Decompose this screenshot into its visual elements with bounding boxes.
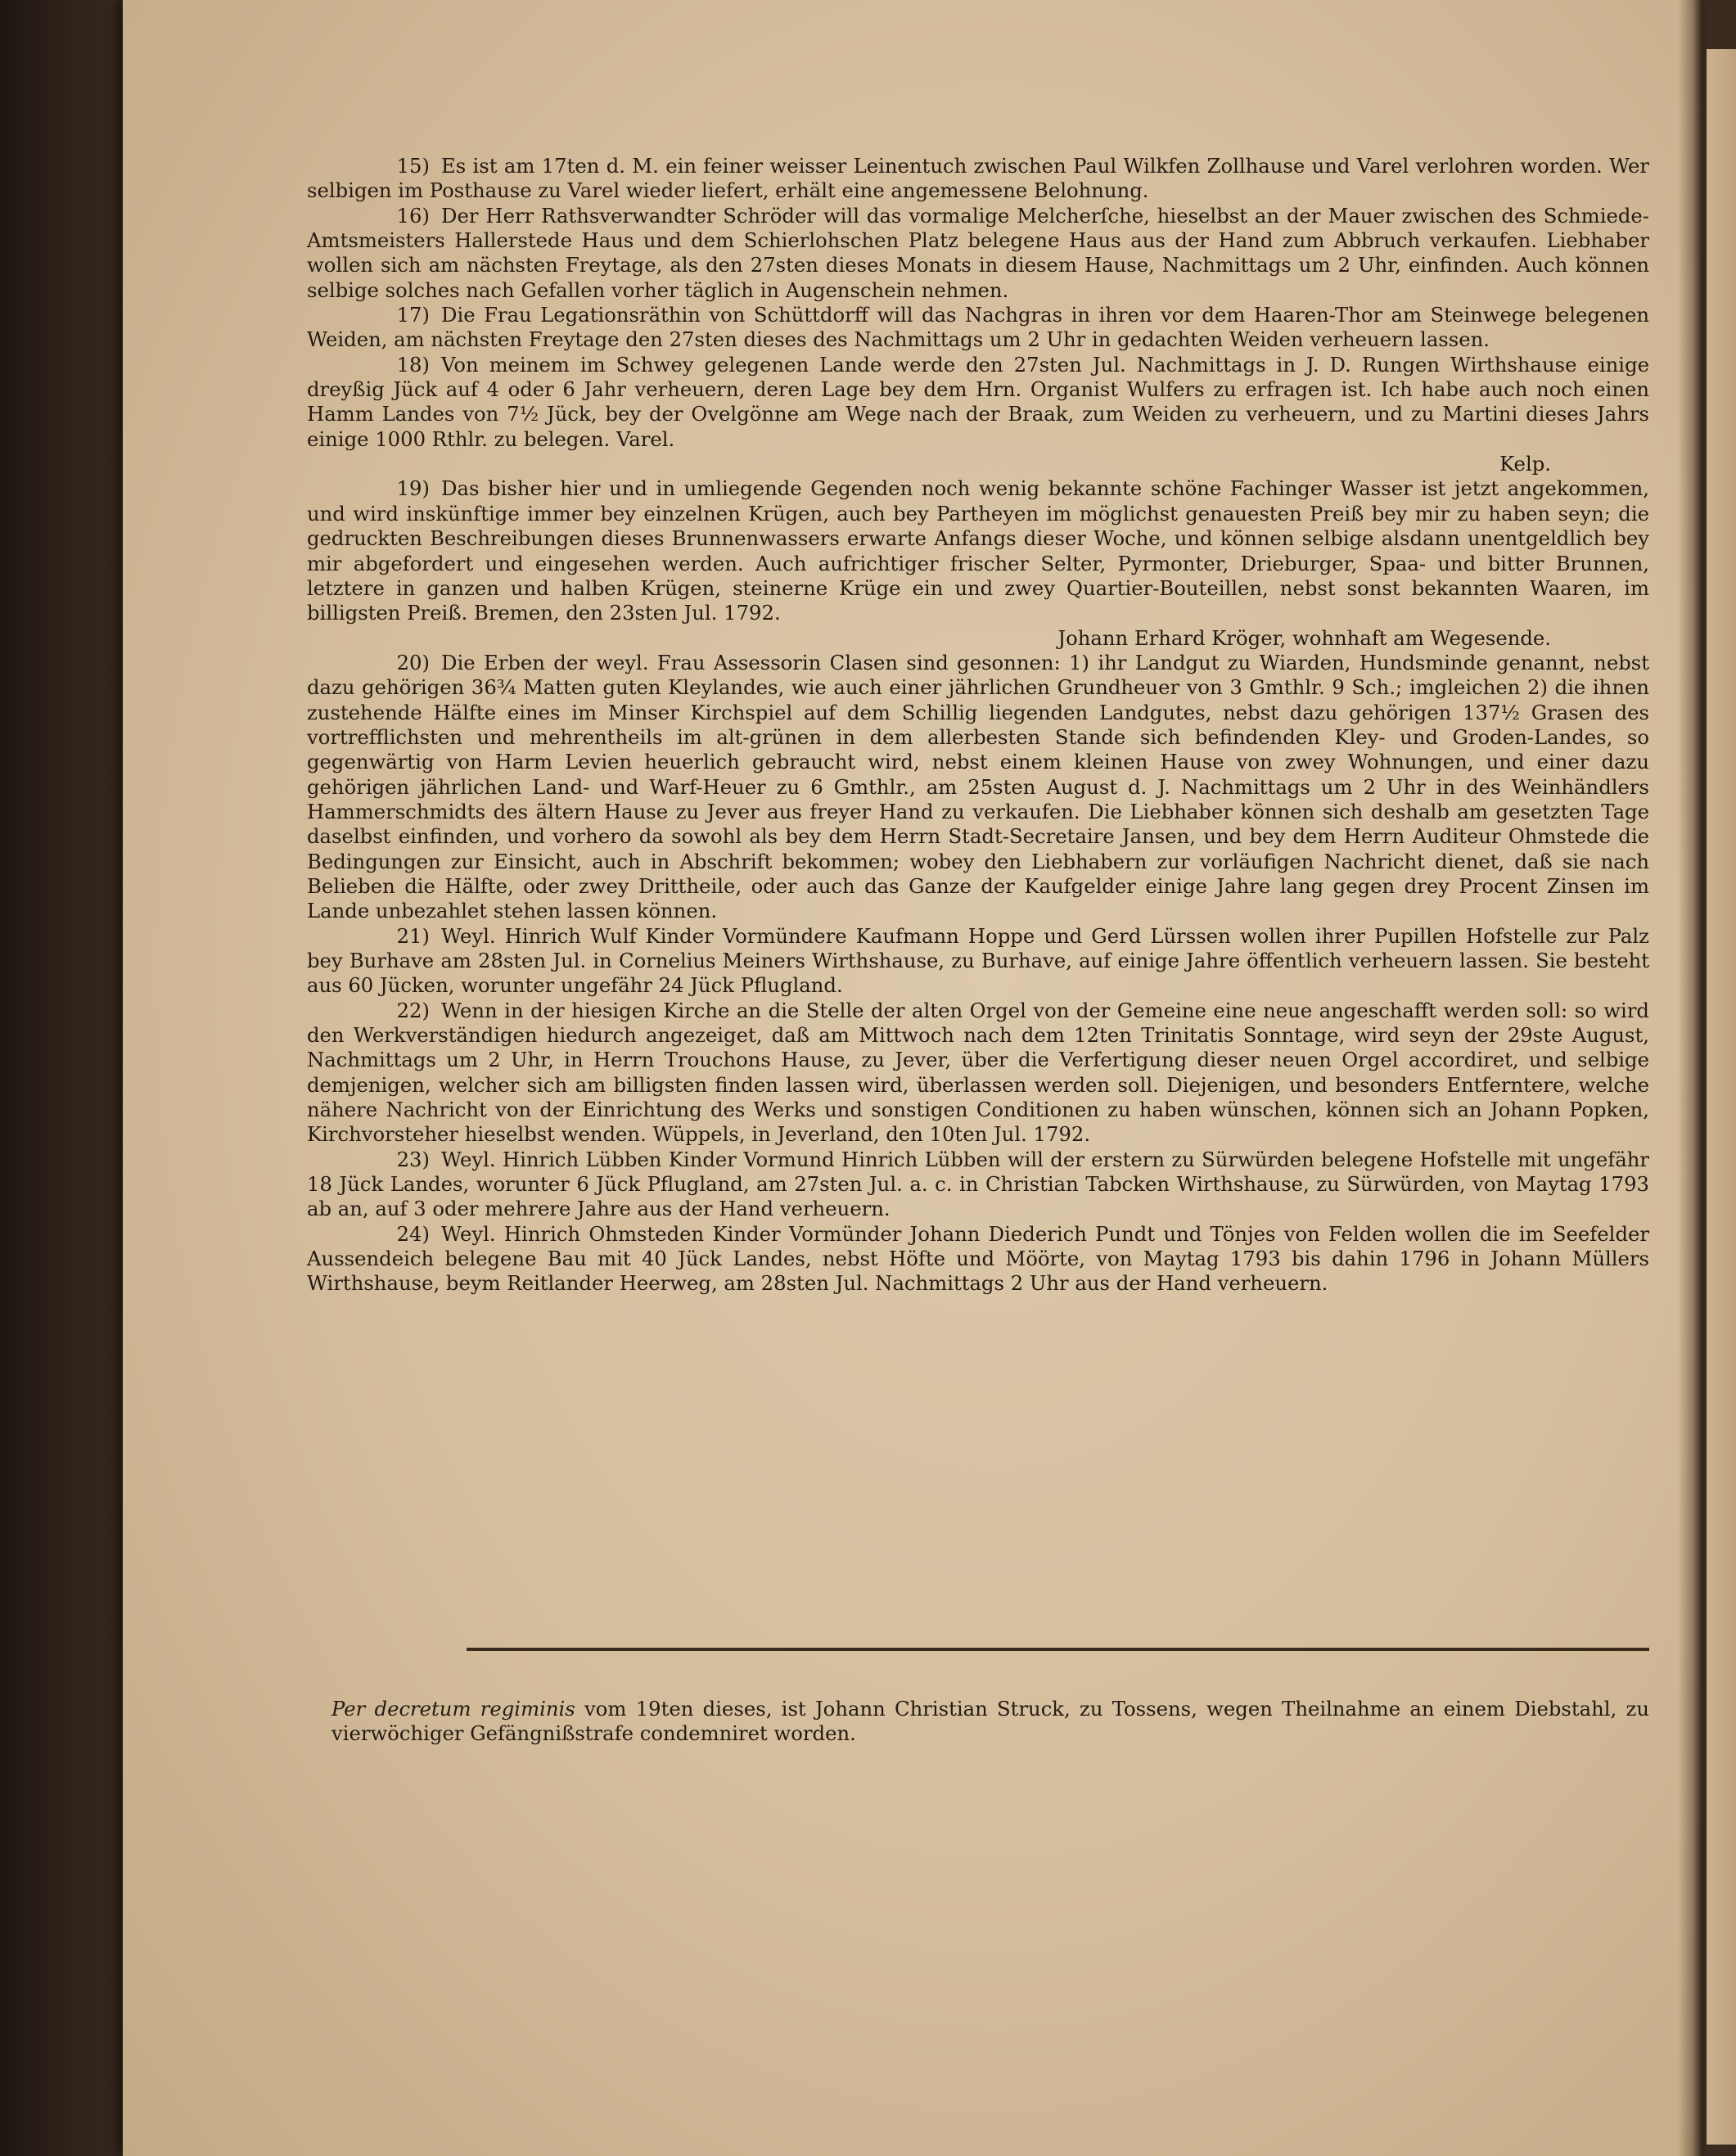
notice-22 [307,999,1649,1148]
notice-signature: Johann Erhard Kröger, wohnhaft am Wegesende. [1057,625,1551,650]
notice-number: 24) [396,1221,430,1246]
adjacent-page-edge [1707,49,1736,2145]
notice-number: 20) [396,650,430,674]
page-shadow-edge [1678,0,1702,2156]
notice-number: 17) [396,303,430,327]
notice-text: Von meinem im Schwey gelegenen Lande werde den 27sten Jul. Nachmittags in J. D. Rungen Wirthshause einige dreyßig Jück auf 4 oder 6 Jahr verheuern, deren Lage bey dem Hrn. Organist Wulfers zu erfragen ist. Ich habe auch noch einen Hamm Landes von 7½ Jück, bey der Ovelgönne am Wege nach der Braak, zum Weiden zu verheuern, und zu Martini dieses Jahrs einige 1000 Rthlr. zu belegen. Varel. [307,352,1649,451]
notice-number: 15) [396,154,430,178]
notice-text: Weyl. Hinrich Lübben Kinder Vormund Hinrich Lübben will der erstern zu Sürwürden belegene Hofstelle mit ungefähr 18 Jück Landes, worunter 6 Jück Pflugland, am 27sten Jul. a. c. in Christian Tabcken Wirthshause, zu Sürwürden, von Maytag 1793 ab an, auf 3 oder mehrere Jahre aus der Hand verheuern. [307,1147,1649,1221]
notice-text: Weyl. Hinrich Ohmsteden Kinder Vormünder Johann Diederich Pundt und Tönjes von Felden wollen die im Seefelder Aussendeich belegene Bau mit 40 Jück Landes, nebst Höfte und Möörte, von Maytag 1793 bis dahin 1796 in Johann Müllers Wirthshause, beym Reitlander Heerweg, am 28sten Jul. Nachmittags 2 Uhr aus der Hand verheuern. [307,1221,1649,1296]
notice-18 [307,353,1649,477]
notice-number: 23) [396,1147,430,1171]
decree-latin-phrase: Per decretum regiminis [331,1697,575,1721]
notice-21 [307,924,1649,999]
notice-text: Die Erben der weyl. Frau Assessorin Clasen sind gesonnen: 1) ihr Landgut zu Wiarden, Hundsminde genannt, nebst dazu gehörigen 36¾ Matten guten Kleylandes, wie auch einer jährlichen Grundheuer von 3 Gmthlr. 9 Sch.; imgleichen 2) die ihnen zustehende Hälfte eines im Minser Kirchspiel auf dem Schillig liegenden Landgutes, nebst dazu gehörigen 137½ Grasen des vortrefflichsten und mehrentheils im alt-grünen in dem allerbesten Stande sich befindenden Kley- und Groden-Landes, so gegenwärtig von Harm Levien heuerlich gebraucht wird, nebst einem kleinen Hause von zwey Wohnungen, und einer dazu gehörigen jährlichen Land- und Warf-Heuer zu 6 Gmthlr., am 25sten August d. J. Nachmittags um 2 Uhr in des Weinhändlers Hammerschmidts des ältern Hause zu Jever aus freyer Hand zu verkaufen. Die Liebhaber können sich deshalb am gesetzten Tage daselbst einfinden, und vorhero da sowohl als bey dem Herrn Stadt-Secretaire Jansen, und bey dem Herrn Auditeur Ohmstede die Bedingungen zur Einsicht, auch in Abschrift bekommen; wobey den Liebhabern zur vorläufigen Nachricht dienet, daß sie nach Belieben die Hälfte, oder zwey Drittheile, oder auch das Ganze der Kaufgelder einige Jahre lang gegen drey Procent Zinsen im Lande unbezahlet stehen lassen können. [307,650,1649,923]
notice-19 [307,476,1649,650]
notice-text: Wenn in der hiesigen Kirche an die Stelle der alten Orgel von der Gemeine eine neue angeschafft werden soll: so wird den Werkverständigen hiedurch angezeiget, daß am Mittwoch nach dem 12ten Trinitatis Sonntage, wird seyn der 29ste August, Nachmittags um 2 Uhr, in Herrn Trouchons Hause, zu Jever, über die Verfertigung dieser neuen Orgel accordiret, und selbige demjenigen, welcher sich am billigsten finden lassen wird, überlassen werden soll. Diejenigen, und besonders Entferntere, welche nähere Nachricht von der Einrichtung des Werks und sonstigen Conditionen zu haben wünschen, können sich an Johann Popken, Kirchvorsteher hieselbst wenden. Wüppels, in Jeverland, den 10ten Jul. 1792. [307,998,1649,1147]
notice-24 [307,1222,1649,1297]
notice-text: Der Herr Rathsverwandter Schröder will das vormalige Melcherſche, hieselbst an der Mauer zwischen des Schmiede-Amtsmeisters Hallerstede Haus und dem Schierlohschen Platz belegene Haus aus der Hand zum Abbruch verkaufen. Liebhaber wollen sich am nächsten Freytage, als den 27sten dieses Monats in diesem Hause, Nachmittags um 2 Uhr, einfinden. Auch können selbige solches nach Gefallen vorher täglich in Augenschein nehmen. [307,203,1649,302]
notice-number: 16) [396,203,430,228]
notice-number: 18) [396,352,430,377]
notice-20 [307,651,1649,924]
decree-notice [331,1697,1649,1746]
notices-column [307,154,1649,1297]
notice-text: Es ist am 17ten d. M. ein feiner weisser Leinentuch zwischen Paul Wilkfen Zollhause und Varel verlohren worden. Wer selbigen im Posthause zu Varel wieder liefert, erhält eine angemessene Belohnung. [307,154,1649,203]
decree-text: vom 19ten dieses, ist Johann Christian Struck, zu Tossens, wegen Theilnahme an einem Diebstahl, zu vierwöchiger Gefängnißstrafe condemniret worden. [331,1697,1649,1745]
notice-number: 21) [396,923,430,948]
notice-number: 19) [396,476,430,501]
notice-16 [307,204,1649,303]
notice-15 [307,154,1649,204]
notice-number: 22) [396,998,430,1022]
notice-text: Weyl. Hinrich Wulf Kinder Vormündere Kaufmann Hoppe und Gerd Lürssen wollen ihrer Pupillen Hofstelle zur Palz bey Burhave am 28sten Jul. in Cornelius Meiners Wirthshause, zu Burhave, auf einige Jahre öffentlich verheuern lassen. Sie besteht aus 60 Jücken, worunter ungefähr 24 Jück Pflugland. [307,923,1649,998]
notice-signature: Kelp. [1499,452,1551,476]
notice-text: Das bisher hier und in umliegende Gegenden noch wenig bekannte schöne Fachinger Wasser ist jetzt angekommen, und wird inskünftige immer bey einzelnen Krügen, auch bey Partheyen im möglichst genauesten Preiß bey mir zu haben seyn; die gedruckten Beschreibungen dieses Brunnenwassers erwarte Anfangs dieser Woche, und können selbige alsdann unentgeldlich bey mir abgefordert und eingesehen werden. Auch aufrichtiger frischer Selter, Pyrmonter, Drieburger, Spaa- und bitter Brunnen, letztere in ganzen und halben Krügen, steinerne Krüge ein und zwey Quartier-Bouteillen, nebst sonst bekannten Waaren, im billigsten Preiß. Bremen, den 23sten Jul. 1792. [307,476,1649,625]
notice-text: Die Frau Legationsräthin von Schüttdorff will das Nachgras in ihren vor dem Haaren-Thor am Steinwege belegenen Weiden, am nächsten Freytage den 27sten dieses des Nachmittags um 2 Uhr in gedachten Weiden verheuern lassen. [307,303,1649,352]
notice-23 [307,1148,1649,1222]
section-divider-rule [467,1648,1649,1651]
notice-17 [307,303,1649,353]
